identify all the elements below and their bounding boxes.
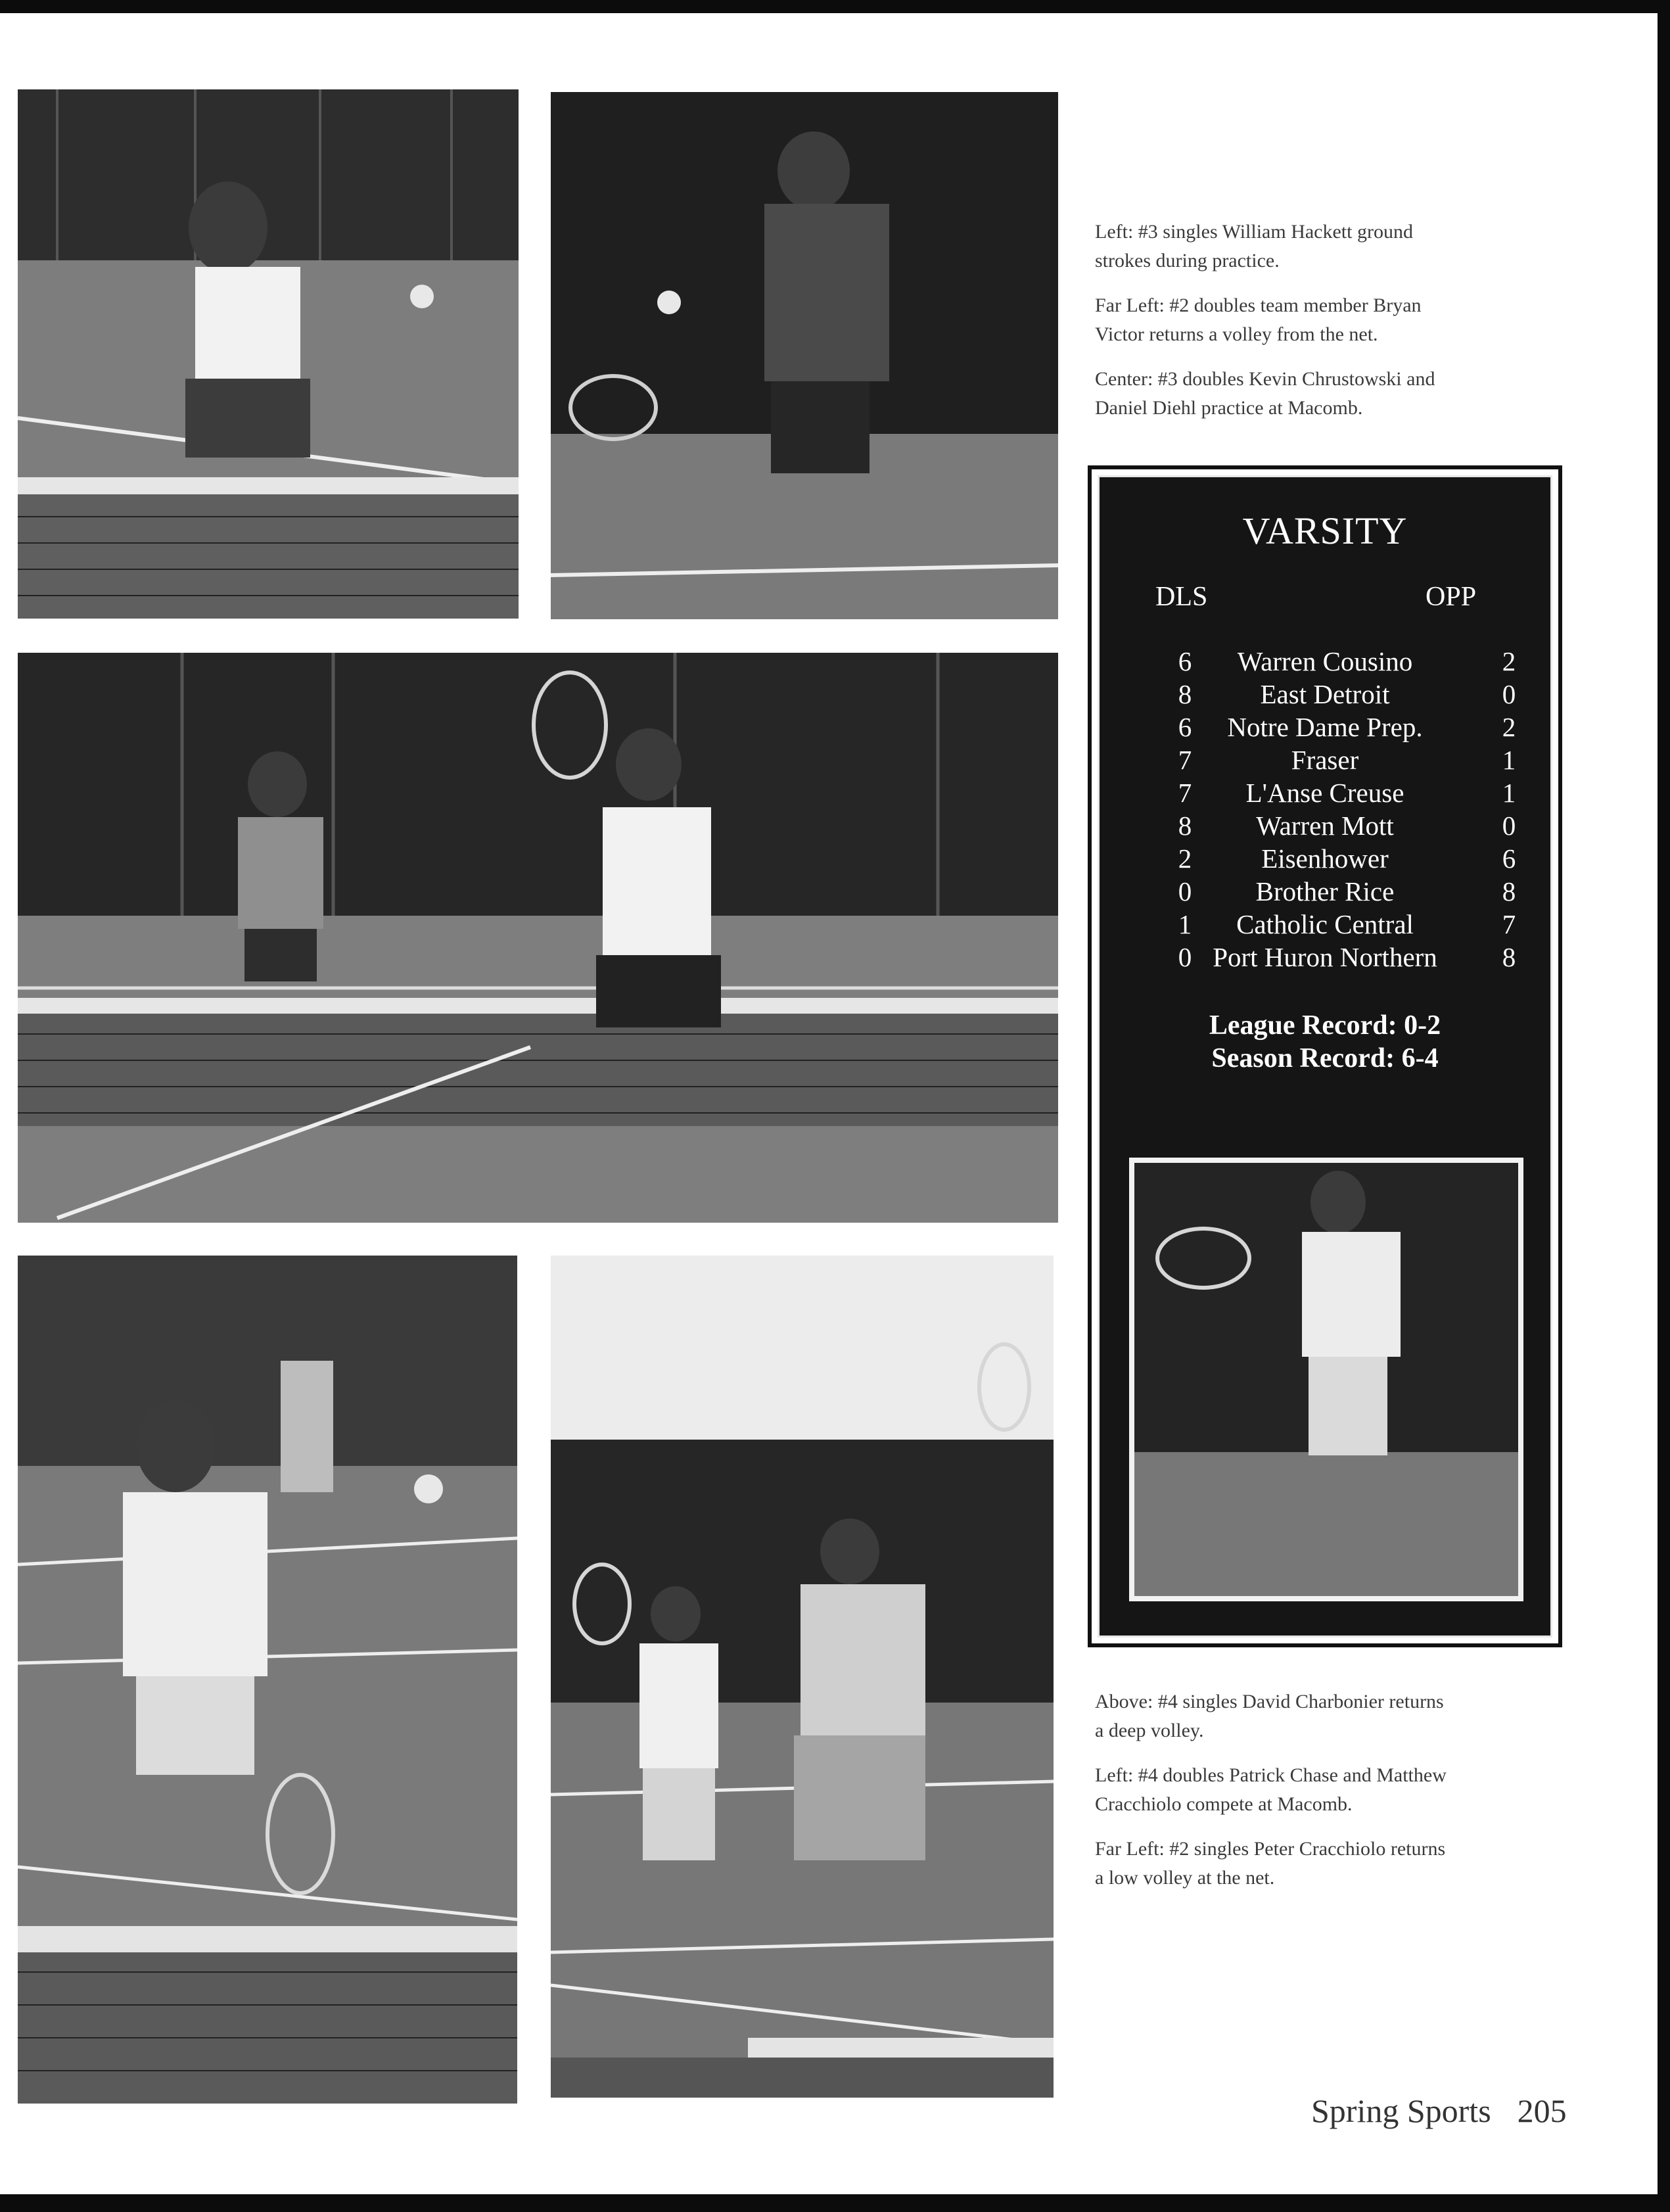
result-row xyxy=(1100,678,1550,711)
section-title: Spring Sports xyxy=(1311,2092,1491,2129)
photo-victor-volley xyxy=(551,92,1058,619)
opp-score: 7 xyxy=(1502,909,1516,939)
opp-score: 2 xyxy=(1502,646,1516,676)
dls-score: 8 xyxy=(1178,811,1192,841)
col-header-dls: DLS xyxy=(1155,582,1208,612)
result-row xyxy=(1100,743,1550,776)
result-row xyxy=(1100,941,1550,974)
caption-victor: Far Left: #2 doubles team member Bryan Victor returns a volley from the net. xyxy=(1095,294,1422,345)
dls-score: 7 xyxy=(1178,778,1192,808)
right-border xyxy=(1658,0,1670,2212)
result-row xyxy=(1100,908,1550,941)
dls-score: 6 xyxy=(1178,712,1192,742)
opponent-name: L'Anse Creuse xyxy=(1245,778,1404,808)
opponent-name: Fraser xyxy=(1291,745,1359,775)
dls-score: 8 xyxy=(1178,679,1192,709)
opp-score: 8 xyxy=(1502,942,1516,972)
caption-hackett: Left: #3 singles William Hackett ground strokes during practice. xyxy=(1095,221,1413,271)
opp-score: 1 xyxy=(1502,745,1516,775)
photo-cracchiolo-low-volley xyxy=(18,1256,517,2104)
result-row xyxy=(1100,776,1550,809)
photo-chrustowski-diehl xyxy=(18,653,1058,1223)
league-record: League Record: 0-2 xyxy=(1209,1010,1441,1041)
caption-peter-cracchiolo: Far Left: #2 singles Peter Cracchiolo returns a low volley at the net. xyxy=(1095,1838,1446,1889)
opp-score: 0 xyxy=(1502,679,1516,709)
opp-score: 2 xyxy=(1502,712,1516,742)
dls-score: 0 xyxy=(1178,876,1192,906)
result-row xyxy=(1100,645,1550,678)
photo-charbonier-volley xyxy=(1134,1163,1518,1596)
captions-bottom xyxy=(1095,1687,1455,1908)
opponent-name: Brother Rice xyxy=(1255,876,1395,906)
col-header-opp: OPP xyxy=(1426,582,1477,612)
opponent-name: Warren Cousino xyxy=(1237,646,1413,676)
opp-score-cell xyxy=(1431,743,1522,776)
result-row xyxy=(1100,875,1550,908)
dls-score: 2 xyxy=(1178,843,1192,874)
photo-hackett-groundstroke xyxy=(18,89,519,619)
results-table xyxy=(1100,645,1550,974)
opponent-name: East Detroit xyxy=(1260,679,1390,709)
opponent-name: Catholic Central xyxy=(1236,909,1414,939)
captions-top xyxy=(1095,218,1450,438)
varsity-title: VARSITY xyxy=(1242,509,1408,552)
opp-score: 6 xyxy=(1502,843,1516,874)
page-number: 205 xyxy=(1517,2092,1567,2129)
opp-score-cell xyxy=(1431,711,1522,743)
opponent-name: Port Huron Northern xyxy=(1213,942,1437,972)
opponent-name: Eisenhower xyxy=(1261,843,1389,874)
dls-score: 1 xyxy=(1178,909,1192,939)
opp-score-cell xyxy=(1431,776,1522,809)
top-border xyxy=(0,0,1670,13)
result-row xyxy=(1100,809,1550,842)
opp-score: 1 xyxy=(1502,778,1516,808)
dls-score: 6 xyxy=(1178,646,1192,676)
opp-score-cell xyxy=(1431,645,1522,678)
opp-score: 8 xyxy=(1502,876,1516,906)
opponent-name: Warren Mott xyxy=(1256,811,1394,841)
photo-charbonier-frame xyxy=(1129,1158,1523,1601)
bottom-border xyxy=(0,2194,1670,2212)
opp-score-cell xyxy=(1431,875,1522,908)
caption-charbonier: Above: #4 singles David Charbonier returns a deep volley. xyxy=(1095,1691,1444,1741)
opp-score-cell xyxy=(1431,941,1522,974)
opp-score: 0 xyxy=(1502,811,1516,841)
opp-score-cell xyxy=(1431,678,1522,711)
result-row xyxy=(1100,711,1550,743)
opp-score-cell xyxy=(1431,809,1522,842)
caption-chrustowski-diehl: Center: #3 doubles Kevin Chrustowski and Daniel Diehl practice at Macomb. xyxy=(1095,368,1435,419)
opp-score-cell xyxy=(1431,842,1522,875)
page-footer xyxy=(1311,2092,1567,2130)
dls-score: 0 xyxy=(1178,942,1192,972)
opp-score-cell xyxy=(1431,908,1522,941)
result-row xyxy=(1100,842,1550,875)
varsity-results-panel xyxy=(1098,475,1552,1637)
opponent-name: Notre Dame Prep. xyxy=(1227,712,1423,742)
season-record: Season Record: 6-4 xyxy=(1211,1043,1439,1073)
caption-chase-cracchiolo: Left: #4 doubles Patrick Chase and Matthew Cracchiolo compete at Macomb. xyxy=(1095,1764,1447,1815)
photo-chase-cracchiolo xyxy=(551,1256,1054,2098)
dls-score: 7 xyxy=(1178,745,1192,775)
